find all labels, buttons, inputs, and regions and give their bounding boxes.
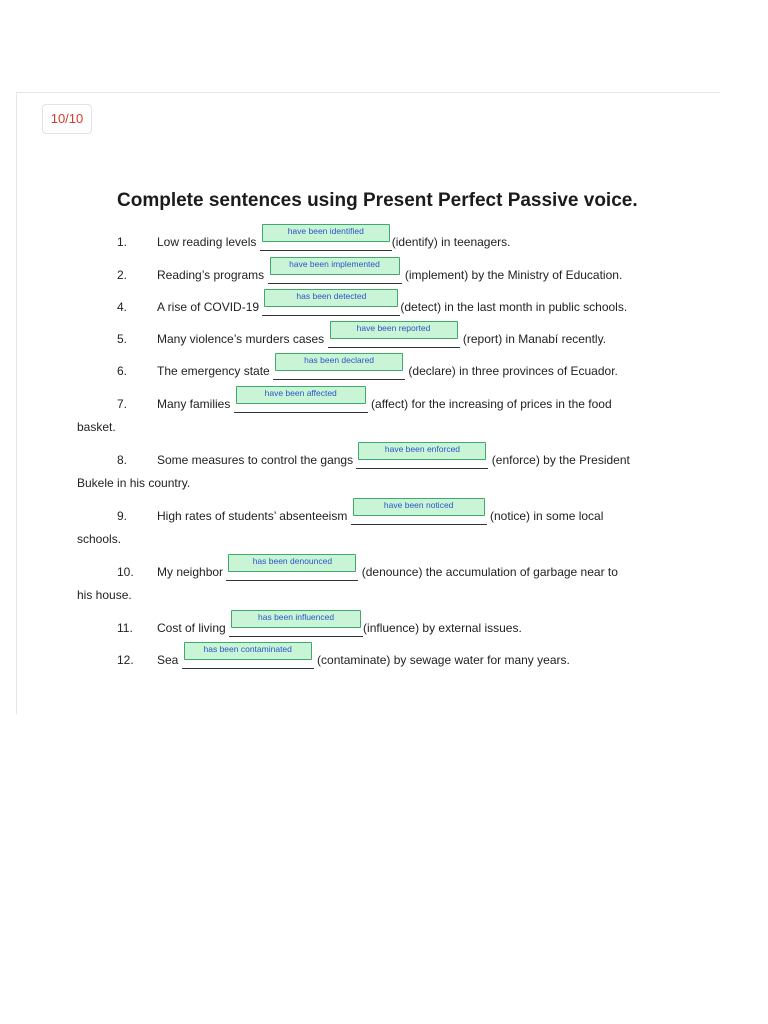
question-9 [77, 500, 604, 551]
answer-field[interactable]: have been identified [262, 224, 390, 242]
question-number: 12. [117, 653, 134, 667]
question-text-after: (identify) in teenagers. [391, 235, 511, 249]
question-text-after: (enforce) by the President [491, 453, 630, 467]
answer-blank[interactable] [262, 291, 400, 316]
question-text-after: (notice) in some local [490, 509, 604, 523]
question-text-before: Many families [157, 397, 231, 411]
question-1 [117, 226, 511, 254]
question-text-after: (contaminate) by sewage water for many years. [317, 653, 570, 667]
question-text-before: Low reading levels [157, 235, 257, 249]
question-text-before: A rise of COVID-19 [157, 300, 260, 314]
question-text-before: My neighbor [157, 565, 224, 579]
question-number: 1. [117, 235, 128, 249]
answer-field[interactable]: has been detected [264, 289, 398, 307]
question-text-after: (detect) in the last month in public schools. [400, 300, 628, 314]
question-text-after: (affect) for the increasing of prices in the food [371, 397, 612, 411]
question-11 [117, 612, 522, 640]
answer-field[interactable]: have been affected [236, 386, 366, 404]
answer-field[interactable]: have been enforced [358, 442, 486, 460]
question-10 [77, 556, 618, 607]
question-7 [77, 388, 612, 439]
answer-field[interactable]: have been implemented [270, 257, 400, 275]
question-text-continued: schools. [77, 532, 122, 546]
answer-blank[interactable] [182, 644, 314, 669]
question-8 [77, 444, 630, 495]
answer-field[interactable]: has been contaminated [184, 642, 312, 660]
question-text-before: Sea [157, 653, 179, 667]
question-4 [117, 291, 628, 319]
answer-blank[interactable] [268, 259, 402, 284]
question-number: 2. [117, 268, 128, 282]
question-number: 8. [117, 453, 128, 467]
answer-field[interactable]: has been denounced [228, 554, 356, 572]
question-12 [117, 644, 570, 672]
question-text-before: Cost of living [157, 621, 226, 635]
question-text-continued: Bukele in his country. [77, 476, 191, 490]
answer-field[interactable]: have been noticed [353, 498, 485, 516]
answer-blank[interactable] [234, 388, 368, 413]
question-number: 9. [117, 509, 128, 523]
question-text-after: (declare) in three provinces of Ecuador. [408, 364, 618, 378]
question-number: 7. [117, 397, 128, 411]
answer-field[interactable]: has been influenced [231, 610, 361, 628]
answer-blank[interactable] [226, 556, 358, 581]
answer-blank[interactable] [260, 226, 392, 251]
question-text-after: (report) in Manabí recently. [462, 332, 607, 346]
answer-blank[interactable] [351, 500, 487, 525]
answer-blank[interactable] [229, 612, 363, 637]
answer-blank[interactable] [273, 355, 405, 380]
question-text-before: Some measures to control the gangs [157, 453, 354, 467]
question-text-continued: his house. [77, 588, 132, 602]
score-badge: 10/10 [42, 104, 92, 134]
page-title: Complete sentences using Present Perfect Passive voice. [117, 190, 638, 211]
question-text-before: The emergency state [157, 364, 270, 378]
question-number: 10. [117, 565, 134, 579]
question-number: 4. [117, 300, 128, 314]
question-text-before: High rates of students’ absenteeism [157, 509, 348, 523]
question-number: 5. [117, 332, 128, 346]
question-text-continued: basket. [77, 420, 116, 434]
answer-field[interactable]: have been reported [330, 321, 458, 339]
question-text-after: (influence) by external issues. [363, 621, 522, 635]
question-text-after: (denounce) the accumulation of garbage near to [361, 565, 618, 579]
question-text-after: (implement) by the Ministry of Education. [404, 268, 623, 282]
question-2 [117, 259, 623, 287]
question-number: 11. [117, 621, 133, 635]
question-text-before: Reading’s programs [157, 268, 265, 282]
answer-blank[interactable] [356, 444, 488, 469]
question-5 [117, 323, 607, 351]
question-text-before: Many violence’s murders cases [157, 332, 325, 346]
answer-field[interactable]: has been declared [275, 353, 403, 371]
question-6 [117, 355, 618, 383]
answer-blank[interactable] [328, 323, 460, 348]
question-number: 6. [117, 364, 128, 378]
